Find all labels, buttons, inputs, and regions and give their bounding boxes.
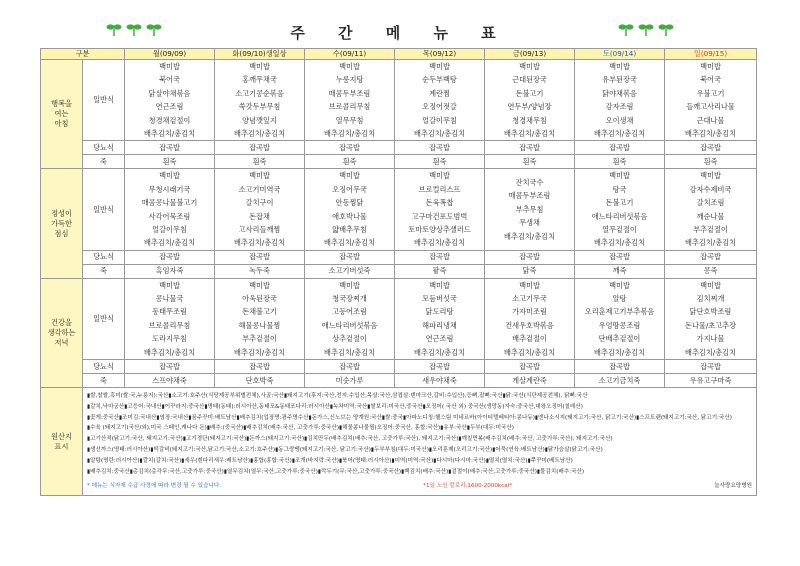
- porridge-cell: 흑임자죽: [125, 264, 215, 278]
- menu-item: 가지나물: [696, 334, 725, 344]
- menu-cell: [125, 278, 215, 359]
- diabetic-cell: 잡곡밥: [215, 141, 305, 155]
- diabetic-cell: 잡곡밥: [125, 360, 215, 374]
- weekly-menu-table: [40, 48, 757, 496]
- menu-item: 배추김치/총김치: [594, 347, 646, 357]
- menu-item: 오징어젓갈: [422, 102, 457, 112]
- section-label: 행복을 여는 아침: [41, 60, 83, 169]
- menu-item: 돈잡채: [249, 211, 270, 221]
- menu-item: 토마토양상추샐러드: [408, 224, 471, 234]
- menu-item: 연두부/양념장: [507, 102, 552, 112]
- porridge-cell: 우유고구마죽: [665, 374, 757, 388]
- origin-footer: [87, 477, 752, 492]
- diabetic-cell: 잡곡밥: [665, 360, 757, 374]
- origin-line: ▮갈치,낙마궁산▮고등어:국내산▮이꾸라지:중국산▮명태(동태):러시아산,동태포&동태포다리:러시아산▮녹차미역:국산▮쌀보리:미국산,중국산▮오징어( 국산 외) 중국산(생망동)자숙:중국산,대왕오징어(칠레산): [87, 403, 583, 410]
- diabetic-cell: 잡곡밥: [305, 250, 395, 264]
- menu-item: 돈육폭찹: [425, 198, 454, 208]
- diabetic-cell: 잡곡밥: [395, 360, 485, 374]
- menu-item: 감자수제비국: [689, 184, 732, 194]
- sprout-icon: [658, 22, 674, 36]
- diabetic-cell: 잡곡밥: [125, 141, 215, 155]
- menu-item: 해파리냉채: [422, 320, 457, 330]
- menu-item: 백미밥: [700, 62, 721, 71]
- menu-item: 배추김치/총김치: [685, 238, 737, 248]
- menu-item: 모듬버섯국: [422, 294, 457, 304]
- menu-item: 돈불고기: [605, 198, 634, 208]
- menu-item: 배추김치/총김치: [594, 128, 646, 138]
- menu-item: 갈치구이: [245, 198, 274, 208]
- menu-item: 소고기콩순볶음: [235, 88, 284, 98]
- day-header: 월(09/09): [125, 49, 215, 60]
- menu-item: 오리훈제고기부추볶음: [584, 307, 655, 317]
- menu-item: 우불고기: [696, 88, 725, 98]
- menu-item: 가자미조림: [512, 307, 547, 317]
- menu-item: 탕국: [612, 184, 627, 194]
- menu-item: 배추김치/총김치: [685, 128, 737, 138]
- menu-item: 백미밥: [519, 280, 540, 290]
- menu-item: 양념깻잎지: [242, 115, 277, 125]
- porridge-cell: 흰죽: [575, 155, 665, 169]
- section-label: 건강을 생각하는 저녁: [41, 278, 83, 387]
- day-header: 목(09/12): [395, 49, 485, 60]
- menu-item: 배추김치/총김치: [504, 128, 556, 138]
- menu-item: 닭단호박조림: [689, 307, 732, 317]
- menu-item: 배추김치/총김치: [594, 238, 646, 248]
- origin-line: ▮생선까스(명태:러시아산)▮떡갈비(돼지고기:국산,닭고기:국산,소고기:호주산)▮동그랑땡(돼지고기:국산, 닭고기:국산)▮두부부침(대두:미국산)▮오리훈제(오리고기:국산)▮어묵(연육:베트남산)▮닭가슴살(닭고기:국산): [87, 447, 603, 454]
- menu-item: 백미밥: [429, 171, 450, 181]
- meal-label-porridge: 죽: [83, 264, 125, 278]
- diabetic-cell: 잡곡밥: [665, 250, 757, 264]
- menu-item: 배추김치/총김치: [234, 347, 286, 357]
- origin-label: 원산지 표시: [41, 388, 83, 496]
- menu-item: 백미밥: [429, 62, 450, 71]
- porridge-cell: 콩죽: [665, 264, 757, 278]
- menu-item: 백미밥: [249, 280, 270, 290]
- menu-item: 도라지무침: [152, 334, 187, 344]
- diabetic-cell: 잡곡밥: [575, 360, 665, 374]
- title-bar: [0, 18, 800, 44]
- hospital-name: 늘사랑요양병원: [714, 483, 753, 490]
- menu-item: 배추김치/총김치: [324, 128, 376, 138]
- menu-item: 매콤두부조림: [508, 191, 551, 201]
- origin-line: ▮고기산적(닭고기:국산, 돼지고기:국산)▮고기경단(돼지고기:국산)▮돈까스(돼지고기:국산)▮김치만두(배추김치(배추:국산, 고춧가루:국산), 돼지고기:국산)▮깨칠면볶(배추김치(배추:국산, 고춧가루:국산), 돼지고기:국산): [87, 436, 613, 443]
- menu-item: 부추겉절이: [693, 224, 728, 234]
- meal-label-diabetic: 당뇨식: [83, 141, 125, 155]
- menu-item: 북어국: [700, 75, 721, 85]
- menu-item: 돈불고기: [515, 88, 544, 98]
- menu-item: 배추김치/총김치: [234, 128, 286, 138]
- menu-item: 백미밥: [609, 171, 630, 181]
- diabetic-cell: 잡곡밥: [215, 250, 305, 264]
- menu-item: 부추무침: [515, 204, 544, 214]
- menu-cell: [485, 60, 575, 141]
- meal-label-general: 일반식: [83, 278, 125, 359]
- menu-item: 근대된장국: [512, 75, 547, 85]
- menu-item: 사각어묵조림: [148, 211, 191, 221]
- menu-cell: [575, 60, 665, 141]
- menu-item: 얼갈이무침: [422, 115, 457, 125]
- menu-item: 애호박나물: [332, 211, 367, 221]
- menu-item: 김치찌개: [696, 294, 725, 304]
- notice-text: * 메뉴는 식자재 수급 사정에 따라 변경 될 수 있습니다.: [87, 483, 222, 490]
- menu-item: 홍깨무채국: [242, 75, 277, 85]
- origin-line: ▮꽃게:중국산▮조미김:국내산▮염장:국내산▮꿈주꾸미:베트남산▮배추김치(업장명:광주명수산▮돈가스,신노브는 양계원:국산▮쌀:중국▮아파노디칭:헬스팀 미네르바(아이티텔베티아:콩나듀)▮엔나소시지(돼지고기:국산, 닭고기:국산)▮스프트랜(돼지고기:국산, 닭고기:국산): [87, 414, 732, 421]
- meal-label-diabetic: 당뇨식: [83, 360, 125, 374]
- menu-item: 무청시래기국: [148, 184, 191, 194]
- menu-item: 백미밥: [339, 280, 360, 290]
- menu-item: 감자조림: [605, 102, 634, 112]
- porridge-cell: 흰죽: [665, 155, 757, 169]
- menu-item: 배추김치/총김치: [234, 238, 286, 248]
- porridge-cell: 흰죽: [215, 155, 305, 169]
- menu-item: 잔치국수: [515, 178, 544, 188]
- porridge-cell: 단호박죽: [215, 374, 305, 388]
- diabetic-cell: 잡곡밥: [485, 250, 575, 264]
- porridge-cell: 흰죽: [125, 155, 215, 169]
- menu-cell: [665, 169, 757, 250]
- menu-item: 백미밥: [159, 62, 180, 71]
- menu-cell: [665, 60, 757, 141]
- menu-item: 백미밥: [700, 171, 721, 181]
- diabetic-cell: 잡곡밥: [395, 141, 485, 155]
- menu-item: 연근조림: [155, 102, 184, 112]
- diabetic-cell: 잡곡밥: [125, 250, 215, 264]
- menu-cell: [485, 169, 575, 250]
- header-gubun: 구분: [41, 49, 125, 60]
- menu-item: 배추김치/총김치: [685, 347, 737, 357]
- menu-item: 해물콩나물찜: [238, 320, 281, 330]
- menu-item: 브로콜리무침: [148, 320, 191, 330]
- diabetic-cell: 잡곡밥: [485, 141, 575, 155]
- meal-label-porridge: 죽: [83, 374, 125, 388]
- origin-info: [83, 388, 757, 496]
- menu-item: 고구마건포도범벅: [411, 211, 468, 221]
- porridge-cell: 새우야채죽: [395, 374, 485, 388]
- porridge-cell: 소고기버섯죽: [305, 264, 395, 278]
- menu-item: 백미밥: [339, 62, 360, 71]
- menu-cell: [395, 60, 485, 141]
- menu-item: 갈치조림: [696, 198, 725, 208]
- diabetic-cell: 잡곡밥: [575, 250, 665, 264]
- day-header: 토(09/14): [575, 49, 665, 60]
- menu-item: 알탕: [612, 294, 627, 304]
- day-header: 수(09/11): [305, 49, 395, 60]
- menu-item: 브로콜리무침: [328, 102, 371, 112]
- menu-item: 백미밥: [700, 280, 721, 290]
- menu-item: 브로컬리스프: [418, 184, 461, 194]
- menu-item: 청국장찌개: [332, 294, 367, 304]
- origin-line: ▮쌀,찹쌀,흑미(쌀:국,누룽지):국산▮소고기:호주산(식당제공부위별전체),사골:국산▮돼지고기(후지:국산,전지:수입산,목살:국산,삼겹살:덴마크산,갈비:수입산),등뼈,잡뼈:국산▮닭:국산(식단제공전체), 닭뼈:국산: [87, 393, 588, 400]
- menu-item: 얇배추무침: [332, 224, 367, 234]
- menu-item: 북어국: [159, 75, 180, 85]
- diabetic-cell: 잡곡밥: [665, 141, 757, 155]
- porridge-cell: 깨죽: [575, 264, 665, 278]
- menu-item: 오이생채: [605, 115, 634, 125]
- menu-item: 배추김치/총김치: [144, 347, 196, 357]
- menu-item: 배추김치/총김치: [324, 238, 376, 248]
- origin-line: ▮수육 (돼지고기(국산/외),미국 스페인,캐나다 돈)▮배추:(중국산)▮배추김치(배추:국산, 고춧가루:중국산)▮해물콩나물찜(오징어:중국산, 홍합:국산)▮유부:국산▮두부(대두:미국산): [87, 425, 514, 432]
- menu-item: 돈나물/초고추장: [685, 320, 737, 330]
- menu-item: 닭살야채볶음: [148, 88, 191, 98]
- menu-item: 배추김치/총김치: [144, 128, 196, 138]
- menu-item: 애느타리버섯볶음: [591, 211, 648, 221]
- menu-item: 배추김치/총김치: [414, 238, 466, 248]
- menu-item: 백미밥: [159, 171, 180, 181]
- menu-item: 닭도리탕: [425, 307, 454, 317]
- menu-item: 배추김치/총김치: [144, 238, 196, 248]
- menu-item: 돈채불고기: [242, 307, 277, 317]
- porridge-cell: 팥죽: [395, 264, 485, 278]
- menu-item: 백미밥: [249, 171, 270, 181]
- menu-item: 연근조림: [425, 334, 454, 344]
- porridge-cell: 닭죽: [485, 264, 575, 278]
- menu-cell: [125, 169, 215, 250]
- menu-item: 우엉땅콩조림: [598, 320, 641, 330]
- menu-item: 건새우호박볶음: [505, 320, 554, 330]
- menu-item: 배추김치/총김치: [414, 128, 466, 138]
- day-header: 일(09/15): [665, 49, 757, 60]
- calorie-text: *1일 노인 칼로리:1600-2000kcal*: [423, 483, 513, 490]
- menu-item: 근대나물: [696, 115, 725, 125]
- menu-item: 안동찜닭: [335, 198, 364, 208]
- menu-item: 오징어무국: [332, 184, 367, 194]
- menu-cell: [665, 278, 757, 359]
- menu-cell: [575, 169, 665, 250]
- sprout-icon: [638, 22, 654, 36]
- menu-item: 백미밥: [609, 62, 630, 71]
- menu-cell: [305, 278, 395, 359]
- meal-label-general: 일반식: [83, 60, 125, 141]
- menu-cell: [215, 278, 305, 359]
- menu-item: 배추김치/총김치: [324, 347, 376, 357]
- menu-item: 백미밥: [609, 280, 630, 290]
- menu-cell: [215, 169, 305, 250]
- menu-item: 열무겉절이: [602, 224, 637, 234]
- menu-item: 고사리들깨찜: [238, 224, 281, 234]
- menu-item: 백미밥: [249, 62, 270, 71]
- menu-item: 애느타리버섯볶음: [321, 320, 378, 330]
- sprout-icon: [618, 22, 634, 36]
- menu-item: 백미밥: [339, 171, 360, 181]
- menu-item: 상추겉절이: [332, 334, 367, 344]
- menu-item: 누룽지탕: [335, 75, 364, 85]
- menu-item: 열무무침: [335, 115, 364, 125]
- menu-item: 매콤두부조림: [328, 88, 371, 98]
- meal-label-porridge: 죽: [83, 155, 125, 169]
- menu-item: 쑥갓두부무침: [238, 102, 281, 112]
- menu-item: 소고기미역국: [238, 184, 281, 194]
- porridge-cell: 게살계란죽: [485, 374, 575, 388]
- meal-label-general: 일반식: [83, 169, 125, 250]
- porridge-cell: 흰죽: [305, 155, 395, 169]
- diabetic-cell: 잡곡밥: [395, 250, 485, 264]
- menu-item: 얼갈이무침: [152, 224, 187, 234]
- menu-item: 매콤콩나물불고기: [141, 198, 198, 208]
- porridge-cell: 녹두죽: [215, 264, 305, 278]
- menu-item: 닭야채볶음: [602, 88, 637, 98]
- porridge-cell: 스프야채죽: [125, 374, 215, 388]
- menu-item: 청경채겉절이: [148, 115, 191, 125]
- menu-item: 배추김치/총김치: [504, 347, 556, 357]
- section-label: 정성이 가득한 점심: [41, 169, 83, 278]
- menu-item: 백미밥: [159, 280, 180, 290]
- menu-item: 백미밥: [519, 62, 540, 71]
- menu-item: 배추겉절이: [512, 334, 547, 344]
- menu-cell: [215, 60, 305, 141]
- menu-item: 배추김치/총김치: [414, 347, 466, 357]
- menu-item: 콩나물국: [155, 294, 184, 304]
- menu-cell: [305, 169, 395, 250]
- menu-item: 배추김치/총김치: [504, 231, 556, 241]
- menu-item: 단배추겉절이: [598, 334, 641, 344]
- menu-cell: [395, 169, 485, 250]
- menu-cell: [575, 278, 665, 359]
- menu-item: 무생채: [519, 218, 540, 228]
- page-title: 주 간 메 뉴 표: [290, 24, 510, 42]
- porridge-cell: 소고기금치죽: [575, 374, 665, 388]
- menu-item: 순두부백탕: [422, 75, 457, 85]
- menu-item: 동태무조림: [152, 307, 187, 317]
- menu-cell: [395, 278, 485, 359]
- diabetic-cell: 잡곡밥: [305, 141, 395, 155]
- diabetic-cell: 잡곡밥: [575, 141, 665, 155]
- diabetic-cell: 잡곡밥: [305, 360, 395, 374]
- origin-line: ▮알탕(명란:러시아산)▮깔치(갈치:국산)▮새우(흰다리새우:베트남산)▮홍합(홍합:국산)▮조개(바지락:국산)▮북어(명태:러시아산)▮미역(미역:국산)▮다시마(다시마:국산)▮멸치(멸치:국산)▮쭈꾸미(베트남산): [87, 457, 573, 464]
- day-header: 화(09/10)생일상: [215, 49, 305, 60]
- menu-cell: [125, 60, 215, 141]
- menu-cell: [305, 60, 395, 141]
- menu-cell: [485, 278, 575, 359]
- origin-line: ▮배추김치:중국산▮총김치(총각무:국산,고춧가루:중국산)▮열무김치(열무:국산,고춧가루:중국산)▮깍두기(무:국산,고춧가루:중국산)▮백김치(배추:국산)▮겉절이(배추:국산,고춧가루:중국산)▮물김치(배추:국산): [87, 468, 585, 475]
- porridge-cell: 흰죽: [395, 155, 485, 169]
- diabetic-cell: 잡곡밥: [485, 360, 575, 374]
- menu-item: 부추겉절이: [242, 334, 277, 344]
- menu-item: 들깨고사리나물: [686, 102, 735, 112]
- menu-item: 청경채무침: [512, 115, 547, 125]
- menu-item: 소고기무국: [512, 294, 547, 304]
- menu-item: 계란찜: [429, 88, 450, 98]
- porridge-cell: 흰죽: [485, 155, 575, 169]
- menu-item: 백미밥: [429, 280, 450, 290]
- menu-item: 고등어조림: [332, 307, 367, 317]
- day-header: 금(09/13): [485, 49, 575, 60]
- meal-label-diabetic: 당뇨식: [83, 250, 125, 264]
- menu-item: 깨순나물: [696, 211, 725, 221]
- menu-item: 아욱된장국: [242, 294, 277, 304]
- diabetic-cell: 잡곡밥: [215, 360, 305, 374]
- menu-item: 유부된장국: [602, 75, 637, 85]
- porridge-cell: 미숫가루: [305, 374, 395, 388]
